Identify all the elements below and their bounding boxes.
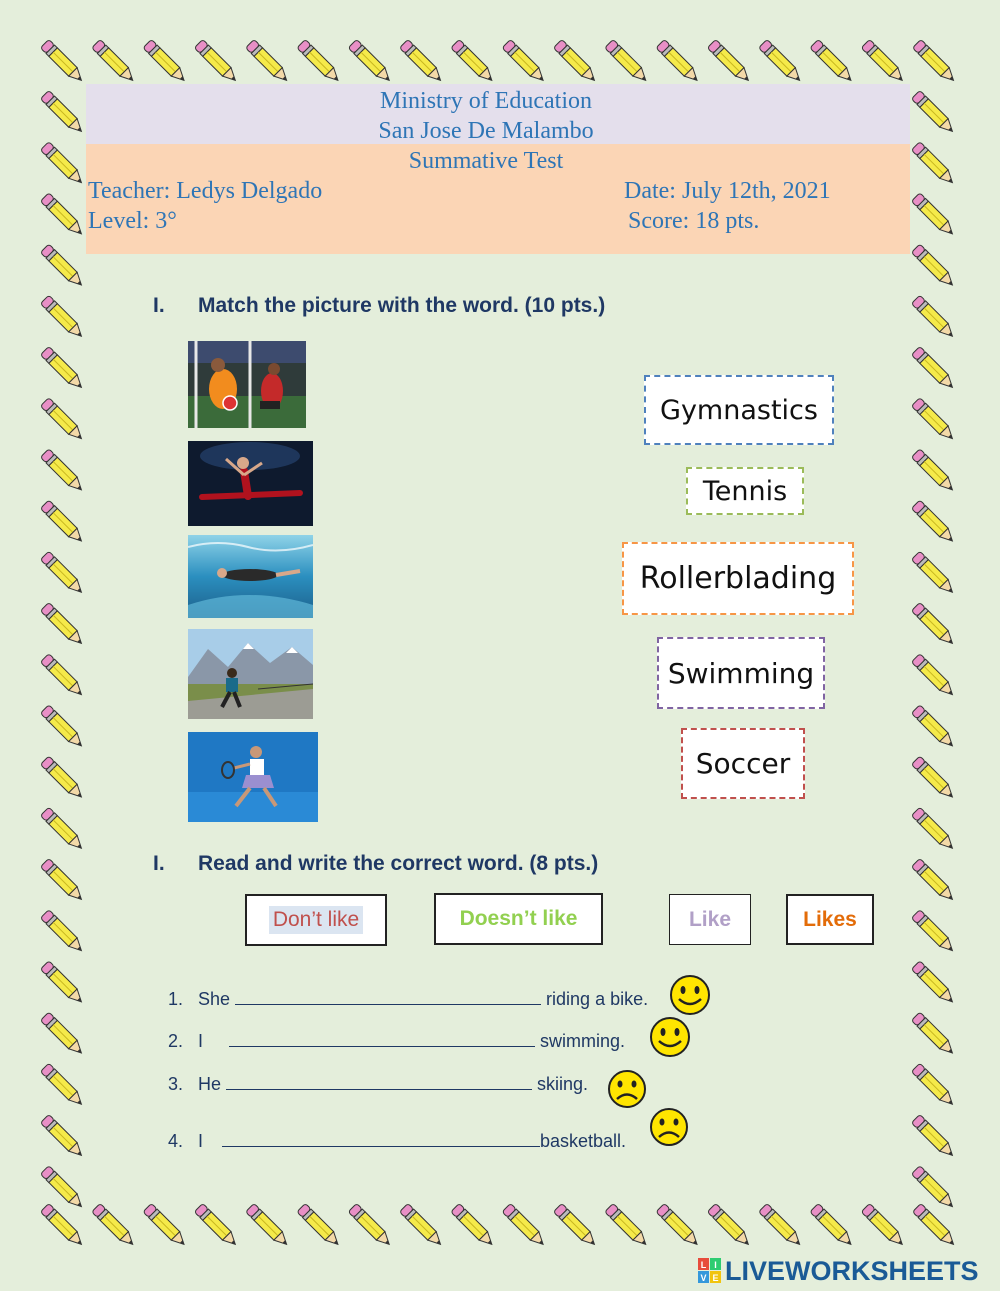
- answer-blank-3[interactable]: [226, 1071, 532, 1090]
- pencil-icon: [40, 1012, 85, 1057]
- pencil-icon: [399, 1203, 444, 1248]
- answer-blank-2[interactable]: [229, 1028, 535, 1047]
- sentence-4: [168, 1128, 626, 1152]
- pencil-icon: [861, 1203, 906, 1248]
- sentence-4-ending: basketball.: [540, 1131, 627, 1151]
- sentence-2-ending: swimming.: [535, 1031, 626, 1051]
- pencil-icon: [707, 1203, 752, 1248]
- word-gymnastics-label: Gymnastics: [660, 394, 818, 426]
- pencil-icon: [911, 756, 956, 801]
- pencil-icon: [451, 39, 496, 84]
- test-score: Score: 18 pts.: [628, 208, 760, 234]
- sentence-1: [168, 986, 648, 1010]
- pencil-icon: [40, 654, 85, 699]
- pencil-icon: [759, 39, 804, 84]
- pencil-icon: [194, 1203, 239, 1248]
- pencil-icon: [911, 346, 956, 391]
- liveworksheets-badge-icon: [698, 1258, 722, 1284]
- pencil-icon: [911, 449, 956, 494]
- bank-likes-label: Likes: [803, 907, 857, 931]
- pencil-icon: [297, 39, 342, 84]
- pencil-icon: [40, 551, 85, 596]
- svg-text:V: V: [700, 1273, 707, 1283]
- pencil-icon: [40, 1063, 85, 1108]
- rollerblading-photo[interactable]: [188, 629, 313, 719]
- tennis-photo[interactable]: [188, 732, 318, 822]
- answer-blank-4[interactable]: [222, 1128, 540, 1147]
- pencil-icon: [911, 910, 956, 955]
- gymnastics-photo[interactable]: [188, 441, 313, 526]
- pencil-icon: [810, 39, 855, 84]
- word-soccer-label: Soccer: [695, 747, 791, 780]
- word-rollerblading[interactable]: [622, 542, 854, 615]
- pencil-icon: [911, 193, 956, 238]
- word-gymnastics[interactable]: [644, 375, 834, 445]
- pencil-icon: [348, 1203, 393, 1248]
- pencil-icon: [911, 551, 956, 596]
- pencil-icon: [656, 1203, 701, 1248]
- bank-doesnt-like-label: Doesn’t like: [459, 907, 578, 930]
- pencil-icon: [502, 39, 547, 84]
- word-tennis[interactable]: [686, 467, 804, 515]
- pencil-icon: [502, 1203, 547, 1248]
- pencil-icon: [861, 39, 906, 84]
- pencil-icon: [143, 39, 188, 84]
- bank-dont-like[interactable]: [245, 894, 387, 946]
- pencil-icon: [92, 1203, 137, 1248]
- section2-number: I.: [153, 852, 165, 875]
- pencil-icon: [399, 39, 444, 84]
- pencil-icon: [348, 39, 393, 84]
- word-soccer[interactable]: [681, 728, 805, 799]
- sentence-1-ending: riding a bike.: [541, 989, 649, 1009]
- liveworksheets-logo: [698, 1256, 979, 1286]
- bank-like[interactable]: [669, 894, 751, 945]
- svg-text:I: I: [714, 1260, 717, 1270]
- pencil-icon: [912, 1203, 957, 1248]
- pencil-icon: [40, 807, 85, 852]
- svg-text:L: L: [700, 1260, 707, 1270]
- pencil-icon: [759, 1203, 804, 1248]
- pencil-icon: [40, 500, 85, 545]
- section2-heading: [153, 852, 598, 876]
- pencil-icon: [911, 654, 956, 699]
- pencil-icon: [40, 1166, 85, 1211]
- answer-blank-1[interactable]: [235, 986, 541, 1005]
- pencil-icon: [40, 295, 85, 340]
- svg-text:E: E: [712, 1273, 719, 1283]
- pencil-icon: [40, 961, 85, 1006]
- sentence-2: [168, 1028, 625, 1052]
- bank-like-label: Like: [688, 907, 732, 931]
- sentence-3: [168, 1071, 588, 1095]
- worksheet-header: [86, 84, 910, 254]
- pencil-icon: [911, 295, 956, 340]
- section1-heading: [153, 294, 605, 318]
- pencil-icon: [40, 244, 85, 289]
- sentence-3-subject: He: [198, 1074, 222, 1094]
- pencil-icon: [40, 39, 85, 84]
- pencil-icon: [40, 705, 85, 750]
- liveworksheets-wordmark: LIVEWORKSHEETS: [725, 1255, 979, 1286]
- student-level: Level: 3°: [88, 208, 177, 234]
- sad-face-icon: [605, 1069, 649, 1109]
- word-swimming[interactable]: [657, 637, 825, 709]
- pencil-icon: [605, 39, 650, 84]
- pencil-icon: [911, 858, 956, 903]
- pencil-icon: [40, 602, 85, 647]
- pencil-icon: [911, 1063, 956, 1108]
- happy-face-icon: [668, 974, 712, 1016]
- pencil-icon: [40, 398, 85, 443]
- pencil-icon: [911, 500, 956, 545]
- pencil-icon: [911, 1166, 956, 1211]
- section1-title: Match the picture with the word. (10 pts.): [198, 294, 606, 317]
- sentence-2-number: 2.: [168, 1031, 184, 1051]
- sentence-3-number: 3.: [168, 1074, 184, 1094]
- school-name: San Jose De Malambo: [378, 118, 594, 144]
- teacher-name: Teacher: Ledys Delgado: [88, 178, 323, 204]
- test-title: Summative Test: [408, 148, 564, 174]
- pencil-icon: [911, 807, 956, 852]
- pencil-icon: [40, 90, 85, 135]
- soccer-photo[interactable]: [188, 341, 306, 428]
- sentence-2-subject: I: [198, 1031, 204, 1051]
- sentence-4-number: 4.: [168, 1131, 184, 1151]
- pencil-icon: [297, 1203, 342, 1248]
- pencil-icon: [911, 1114, 956, 1159]
- pencil-icon: [40, 858, 85, 903]
- word-tennis-label: Tennis: [702, 475, 788, 507]
- pencil-icon: [810, 1203, 855, 1248]
- section2-title: Read and write the correct word. (8 pts.): [198, 852, 599, 875]
- pencil-icon: [911, 1012, 956, 1057]
- pencil-icon: [911, 961, 956, 1006]
- pencil-icon: [605, 1203, 650, 1248]
- pencil-icon: [656, 39, 701, 84]
- sentence-3-ending: skiing.: [532, 1074, 589, 1094]
- pencil-icon: [246, 39, 291, 84]
- pencil-icon: [40, 346, 85, 391]
- pencil-icon: [911, 142, 956, 187]
- section1-number: I.: [153, 294, 165, 317]
- pencil-icon: [40, 193, 85, 238]
- happy-face-icon: [648, 1016, 692, 1058]
- pencil-icon: [911, 398, 956, 443]
- pencil-icon: [40, 142, 85, 187]
- word-rollerblading-label: Rollerblading: [639, 561, 837, 596]
- pencil-icon: [553, 39, 598, 84]
- bank-doesnt-like[interactable]: [434, 893, 603, 945]
- sentence-4-subject: I: [198, 1131, 204, 1151]
- word-swimming-label: Swimming: [667, 656, 815, 690]
- pencil-icon: [194, 39, 239, 84]
- test-date: Date: July 12th, 2021: [624, 178, 831, 204]
- pencil-icon: [911, 244, 956, 289]
- pencil-icon: [40, 910, 85, 955]
- pencil-icon: [92, 39, 137, 84]
- sad-face-icon: [647, 1107, 691, 1147]
- pencil-icon: [143, 1203, 188, 1248]
- ministry-title: Ministry of Education: [380, 88, 592, 114]
- pencil-icon: [40, 1114, 85, 1159]
- pencil-icon: [911, 602, 956, 647]
- pencil-icon: [553, 1203, 598, 1248]
- pencil-icon: [451, 1203, 496, 1248]
- pencil-icon: [707, 39, 752, 84]
- bank-dont-like-label: Don’t like: [269, 906, 363, 934]
- pencil-icon: [40, 449, 85, 494]
- swimming-photo[interactable]: [188, 535, 313, 618]
- pencil-icon: [40, 756, 85, 801]
- pencil-icon: [912, 39, 957, 84]
- pencil-icon: [40, 1203, 85, 1248]
- bank-likes[interactable]: [786, 894, 874, 945]
- pencil-icon: [911, 705, 956, 750]
- pencil-icon: [246, 1203, 291, 1248]
- sentence-1-number: 1.: [168, 989, 184, 1009]
- pencil-icon: [911, 90, 956, 135]
- sentence-1-subject: She: [198, 989, 231, 1009]
